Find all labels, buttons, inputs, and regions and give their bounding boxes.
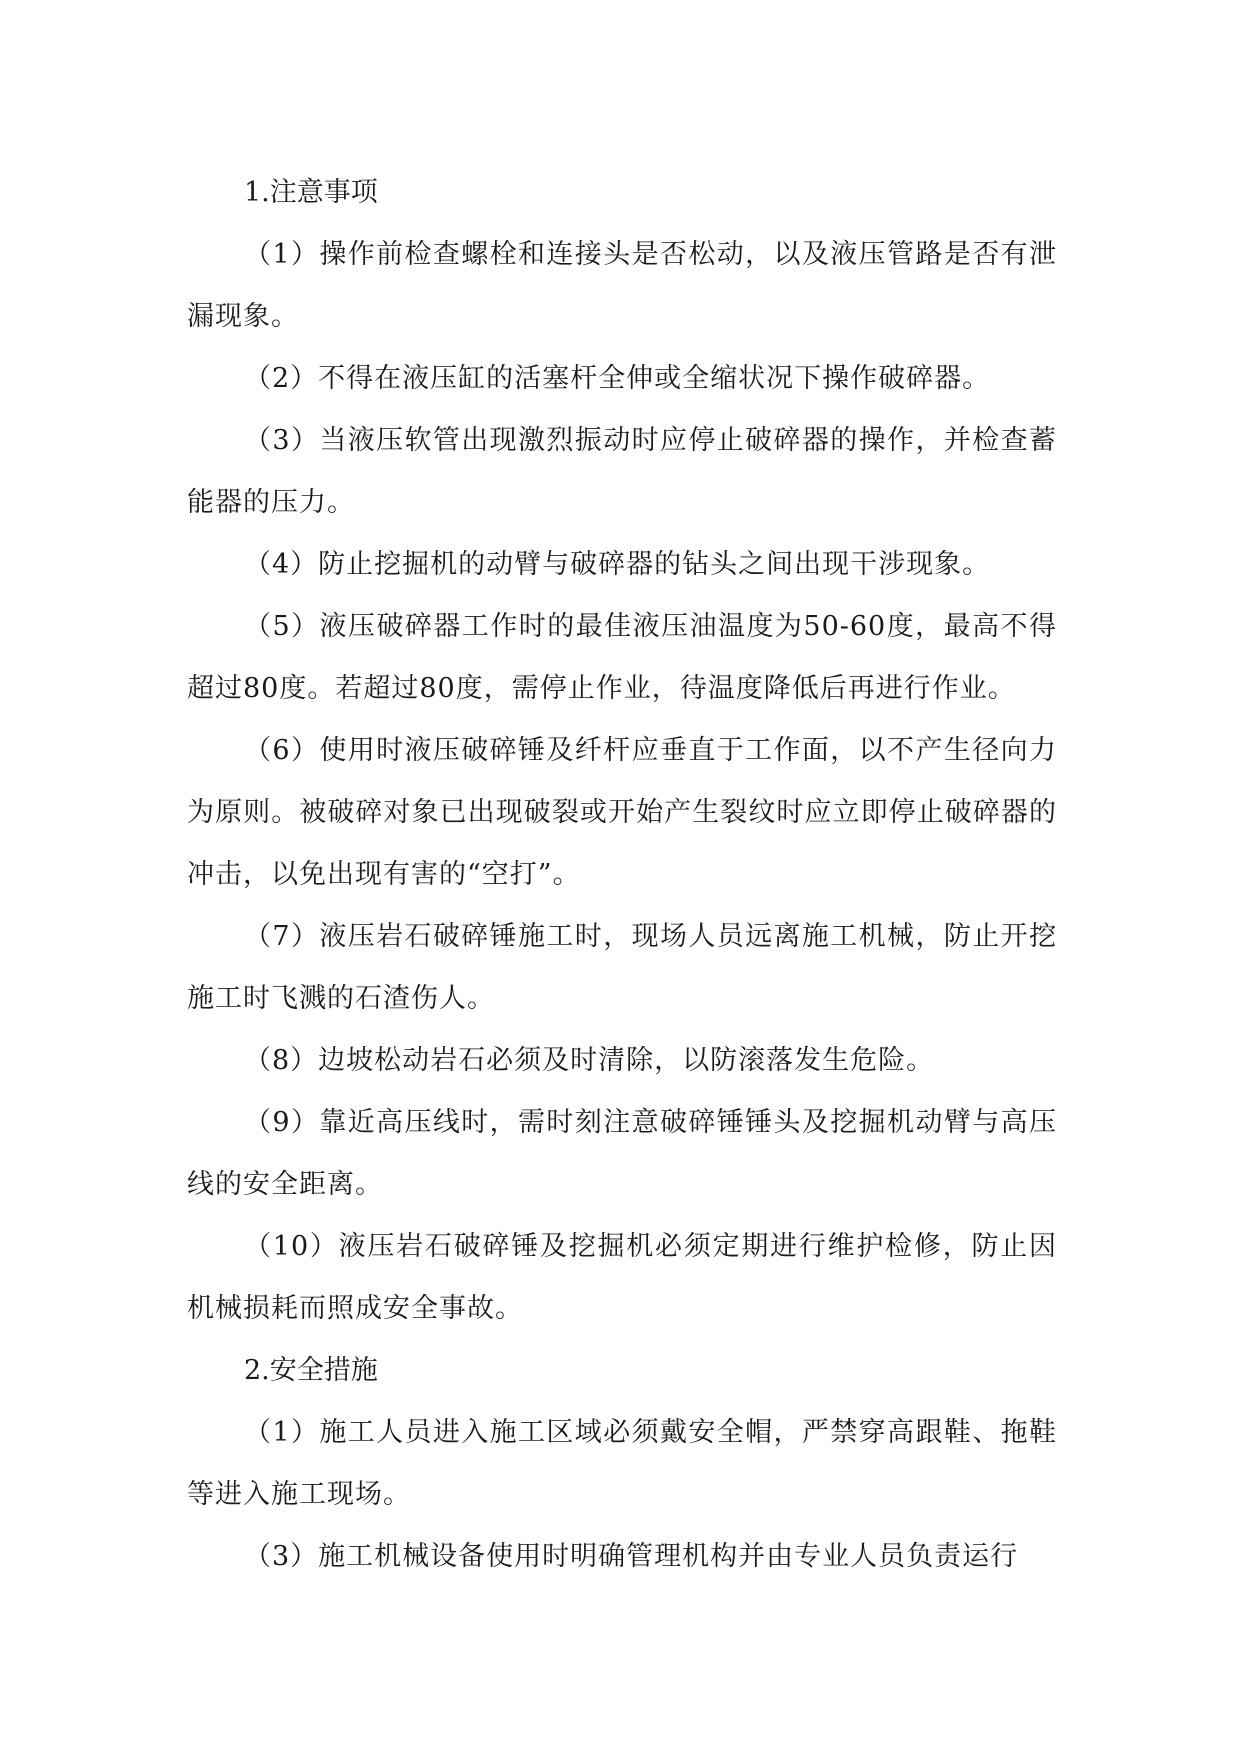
- document-page: [187, 162, 1057, 1588]
- note-item-10: （10）液压岩石破碎锤及挖掘机必须定期进行维护检修，防止因机械损耗而照成安全事故。: [187, 1231, 1057, 1324]
- safety-item-1: （1）施工人员进入施工区域必须戴安全帽，严禁穿高跟鞋、拖鞋等进入施工现场。: [187, 1417, 1057, 1510]
- note-item-5: （5）液压破碎器工作时的最佳液压油温度为50-60度，最高不得超过80度。若超过80度，需停止作业，待温度降低后再进行作业。: [187, 611, 1057, 704]
- note-item-2: （2）不得在液压缸的活塞杆全伸或全缩状况下操作破碎器。: [244, 363, 991, 394]
- note-item-1: （1）操作前检查螺栓和连接头是否松动，以及液压管路是否有泄漏现象。: [187, 239, 1057, 332]
- note-item-7: （7）液压岩石破碎锤施工时，现场人员远离施工机械，防止开挖施工时飞溅的石渣伤人。: [187, 921, 1057, 1014]
- note-item-6: （6）使用时液压破碎锤及纤杆应垂直于工作面，以不产生径向力为原则。被破碎对象已出现破裂或开始产生裂纹时应立即停止破碎器的冲击，以免出现有害的“空打”。: [187, 735, 1057, 890]
- note-item-9: （9）靠近高压线时，需时刻注意破碎锤锤头及挖掘机动臂与高压线的安全距离。: [187, 1107, 1057, 1200]
- section-heading-notes: 1.注意事项: [244, 177, 378, 208]
- safety-item-3: （3）施工机械设备使用时明确管理机构并由专业人员负责运行: [244, 1541, 1019, 1572]
- note-item-4: （4）防止挖掘机的动臂与破碎器的钻头之间出现干涉现象。: [244, 549, 991, 580]
- note-item-8: （8）边坡松动岩石必须及时清除，以防滚落发生危险。: [244, 1045, 935, 1076]
- note-item-3: （3）当液压软管出现激烈振动时应停止破碎器的操作，并检查蓄能器的压力。: [187, 425, 1057, 518]
- section-heading-safety: 2.安全措施: [244, 1355, 378, 1386]
